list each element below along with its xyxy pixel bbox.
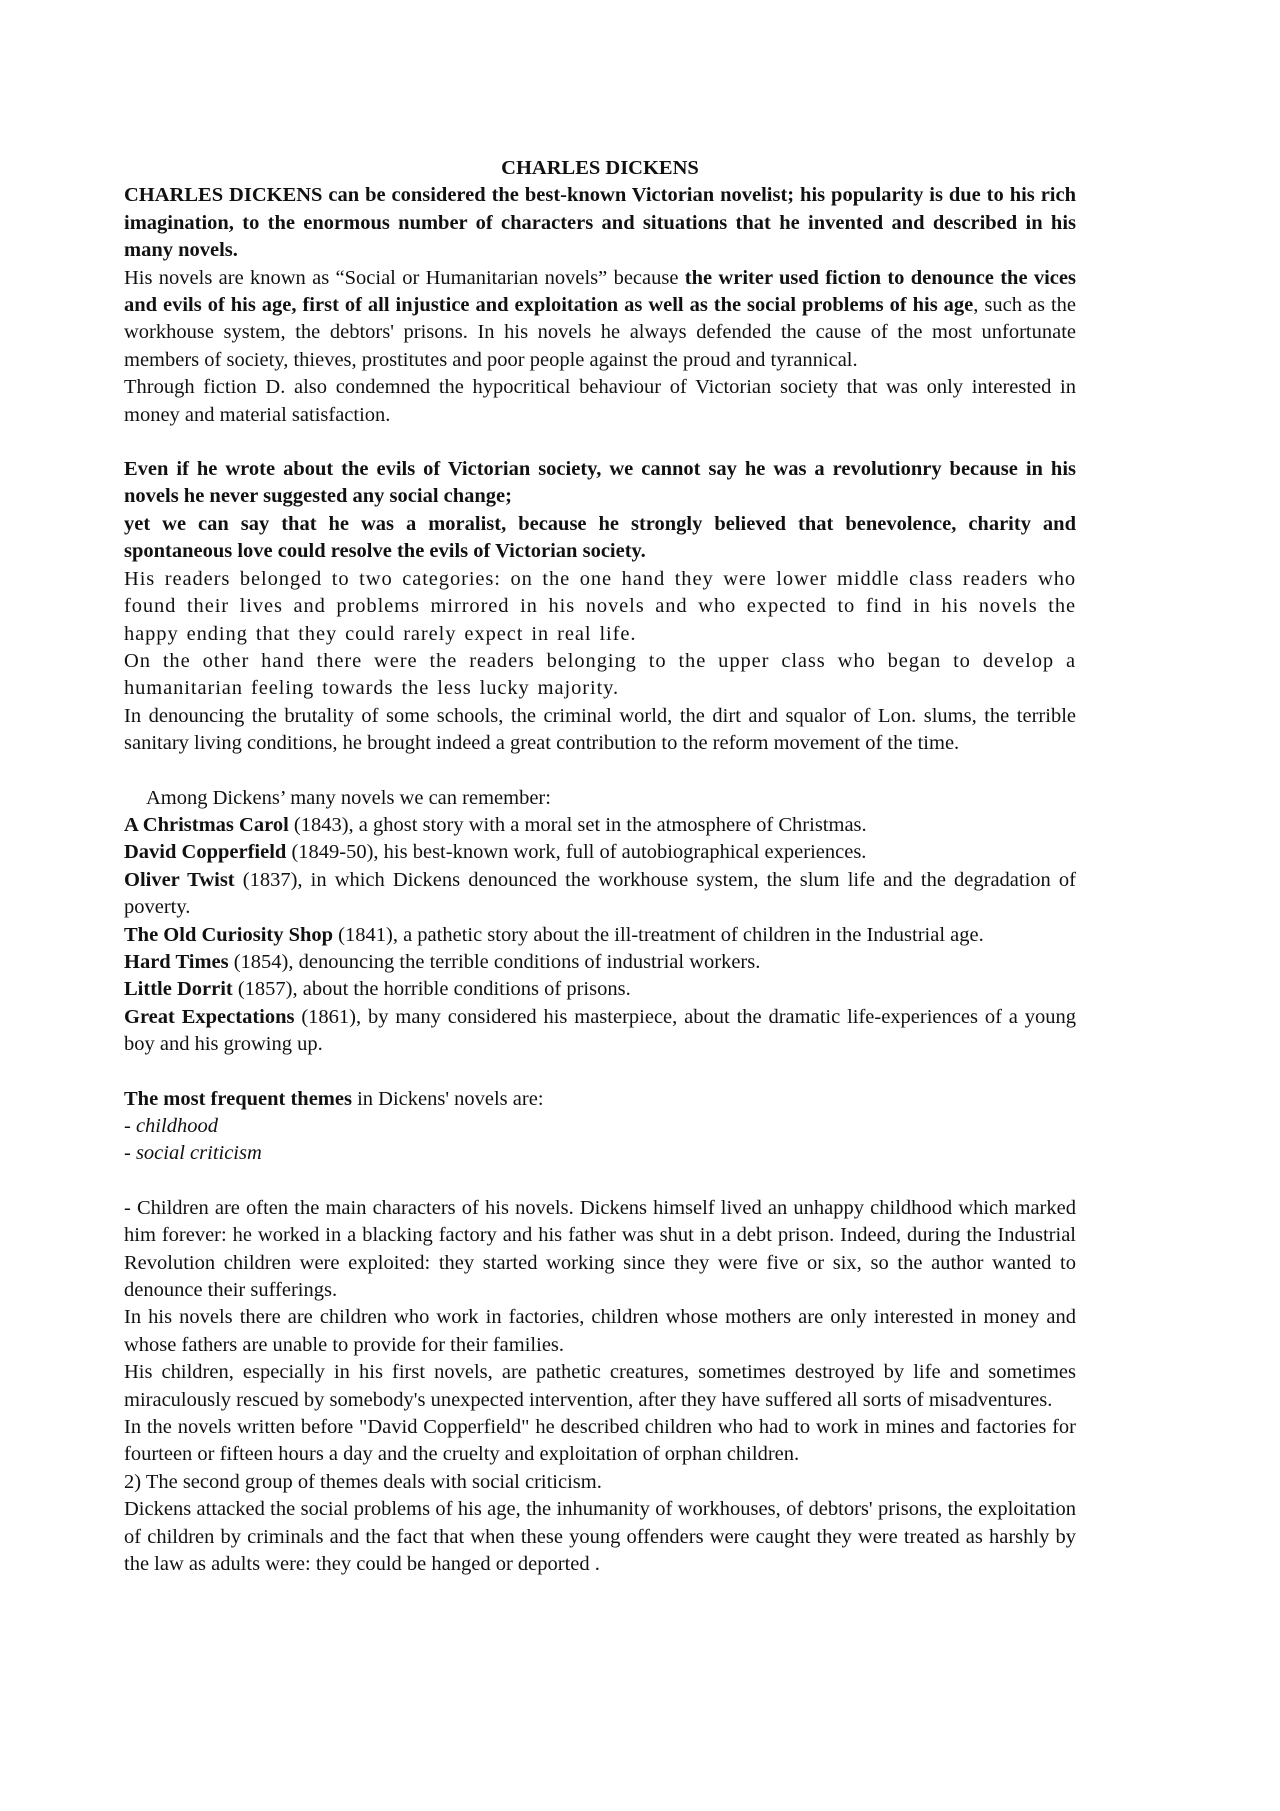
p4-bold-text: yet we can say that he was a moralist, because he strongly believed that benevolence, charity and spontaneous love could resolve the evils of Victorian society. xyxy=(124,512,1076,563)
novel-desc: (1841), a pathetic story about the ill-treatment of children in the Industrial age. xyxy=(333,923,984,946)
novel-title: Oliver Twist xyxy=(124,868,235,891)
novel-desc: (1857), about the horrible conditions of prisons. xyxy=(232,978,631,1001)
paragraph-upper-class: On the other hand there were the readers belonging to the upper class who began to develop a humanitarian feeling towards the less lucky majority. xyxy=(124,649,1076,700)
paragraph-before-copperfield: In the novels written before "David Copperfield" he described children who had to work in mines and factories for fourteen or fifteen hours a day and the cruelty and exploitation of orphan children. xyxy=(124,1416,1076,1466)
paragraph-social-novels xyxy=(124,265,1076,375)
novel-title: Little Dorrit xyxy=(124,978,233,1001)
paragraph-reform: In denouncing the brutality of some schools, the criminal world, the dirt and squalor of Lon. slums, the terrible sanitary living conditions, he brought indeed a great contribution to the reform movement of the time. xyxy=(124,704,1076,755)
intro-paragraph xyxy=(124,182,1076,264)
novels-list xyxy=(124,812,1076,1059)
novel-title: A Christmas Carol xyxy=(124,813,289,836)
p1-bold-text: the writer used fiction to denounce the vices and evils of his age, first of all injustice and exploitation as well as the social problems of his age xyxy=(124,266,1076,317)
themes-rest-text: in Dickens' novels are: xyxy=(351,1087,544,1110)
novel-item xyxy=(124,976,1076,1003)
paragraph-children-main: - Children are often the main characters of his novels. Dickens himself lived an unhappy childhood which marked him forever: he worked in a blacking factory and his father was shut in a debt prison. Indeed, during the Industrial Revolution children were exploited: they started working since they were five or six, so the author wanted to denounce their sufferings. xyxy=(124,1196,1076,1302)
novel-item xyxy=(124,812,1076,839)
list-dash: - xyxy=(124,1142,136,1165)
p1-text-c: , such as the workhouse system, the debtors' prisons. In his novels he always defended the cause of the most unfortunate members of society, thieves, prostitutes and poor people against the proud and tyrannical. xyxy=(124,294,1076,371)
paragraph-moralist xyxy=(124,511,1076,566)
novel-desc: (1861), by many considered his masterpiece, about the dramatic life-experiences of a young boy and his growing up. xyxy=(124,1005,1076,1056)
spacer xyxy=(124,758,1076,785)
paragraph-second-group: 2) The second group of themes deals with social criticism. xyxy=(124,1470,602,1493)
novel-item xyxy=(124,839,1076,866)
novels-intro: Among Dickens’ many novels we can remember: xyxy=(146,786,551,809)
novel-title: Hard Times xyxy=(124,950,229,973)
intro-bold-text: CHARLES DICKENS can be considered the best-known Victorian novelist; his popularity is due to his rich imagination, to the enormous number of characters and situations that he invented and described in his many novels. xyxy=(124,184,1076,262)
theme-label: social criticism xyxy=(135,1142,262,1165)
list-dash: - xyxy=(124,1115,136,1137)
novel-title: Great Expectations xyxy=(124,1005,295,1028)
themes-bold-text: The most frequent themes xyxy=(124,1087,352,1110)
page-title: CHARLES DICKENS xyxy=(501,157,699,179)
novel-title: David Copperfield xyxy=(124,841,287,864)
spacer xyxy=(124,429,1076,456)
document-page xyxy=(124,155,1076,1579)
novel-item xyxy=(124,949,1076,976)
paragraph-social-problems: Dickens attacked the social problems of his age, the inhumanity of workhouses, of debtors' prisons, the exploitation of children by criminals and the fact that when these young offenders were caught they were treated as harshly by the law as adults were: they could be hanged or deported . xyxy=(124,1498,1076,1576)
paragraph-hypocrisy: Through fiction D. also condemned the hypocritical behaviour of Victorian society that was only interested in money and material satisfaction. xyxy=(124,376,1076,426)
novel-desc: (1849-50), his best-known work, full of autobiographical experiences. xyxy=(286,841,867,864)
novel-desc: (1837), in which Dickens denounced the workhouse system, the slum life and the degradation of poverty. xyxy=(124,868,1076,919)
novel-item xyxy=(124,922,1076,949)
novel-desc: (1843), a ghost story with a moral set in the atmosphere of Christmas. xyxy=(288,813,867,836)
spacer xyxy=(124,1059,1076,1086)
novel-item xyxy=(124,1004,1076,1059)
theme-label: childhood xyxy=(135,1115,218,1137)
paragraph-pathetic-creatures: His children, especially in his first novels, are pathetic creatures, sometimes destroyed by life and sometimes miraculously rescued by somebody's unexpected intervention, after they have suffered all sorts of misadventures. xyxy=(124,1361,1076,1411)
novel-title: The Old Curiosity Shop xyxy=(124,923,334,946)
p1-text-a: His novels are known as “Social or Humanitarian novels” because xyxy=(124,266,685,289)
paragraph-revolutionary xyxy=(124,456,1076,511)
novel-item xyxy=(124,867,1076,922)
novel-desc: (1854), denouncing the terrible conditions of industrial workers. xyxy=(228,950,761,973)
theme-item-childhood xyxy=(124,1113,1076,1140)
paragraph-readers: His readers belonged to two categories: on the one hand they were lower middle class readers who found their lives and problems mirrored in his novels and who expected to find in his novels the happy ending that they could rarely expect in real life. xyxy=(124,567,1076,645)
themes-heading xyxy=(124,1086,1076,1113)
theme-item-social-criticism xyxy=(124,1140,1076,1167)
paragraph-children-factories: In his novels there are children who work in factories, children whose mothers are only interested in money and whose fathers are unable to provide for their families. xyxy=(124,1306,1076,1356)
spacer xyxy=(124,1168,1076,1195)
p3-bold-text: Even if he wrote about the evils of Victorian society, we cannot say he was a revolutionry because in his novels he never suggested any social change; xyxy=(124,458,1076,508)
